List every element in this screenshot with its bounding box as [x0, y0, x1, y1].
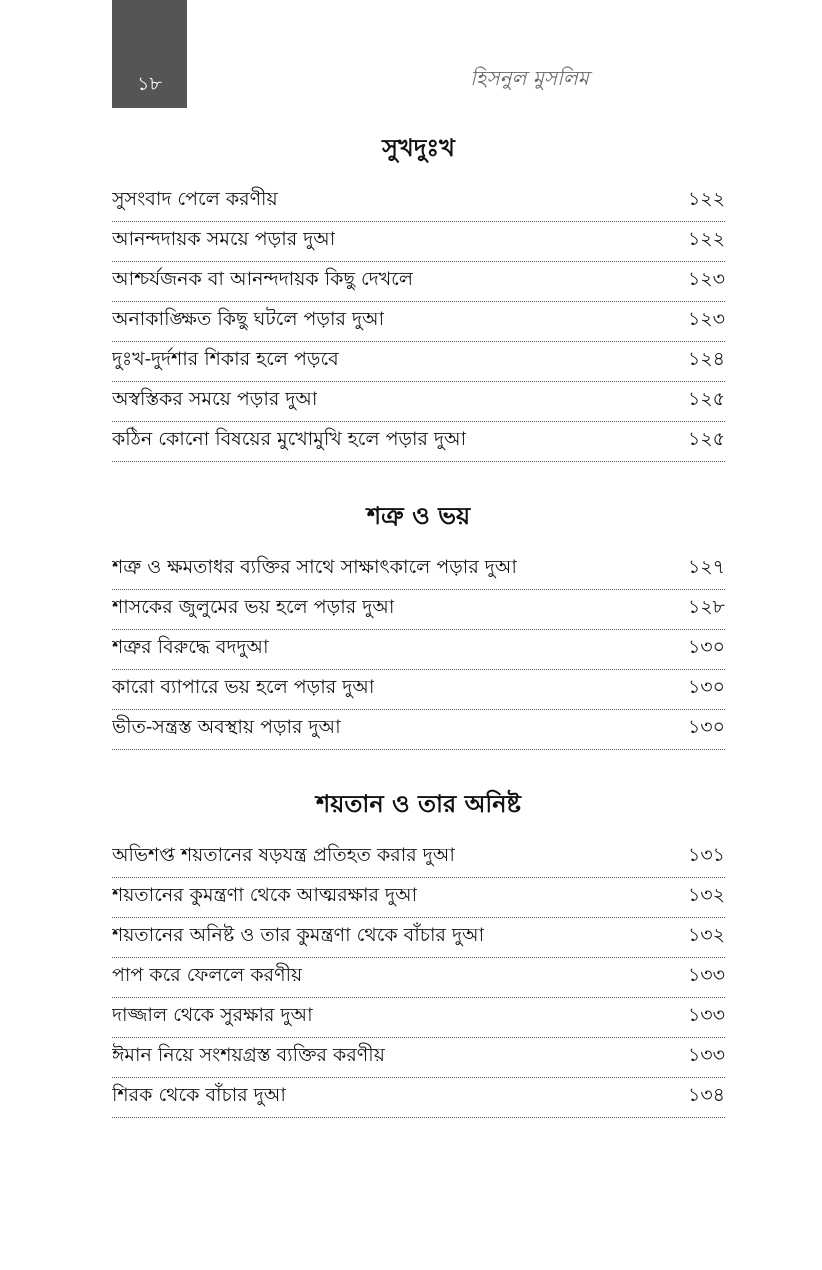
- section-title: শয়তান ও তার অনিষ্ট: [316, 790, 521, 818]
- entry-page-number: ১৩০: [687, 636, 725, 658]
- entry-title: শত্রুর বিরুদ্ধে বদদুআ: [112, 636, 269, 658]
- toc-entry[interactable]: [112, 302, 725, 342]
- entry-title: অভিশপ্ত শয়তানের ষড়যন্ত্র প্রতিহত করার দুআ: [112, 844, 455, 866]
- entry-page-number: ১২৮: [687, 596, 725, 618]
- entry-page-number: ১২৫: [687, 428, 725, 450]
- entry-title: অনাকাঙ্ক্ষিত কিছু ঘটলে পড়ার দুআ: [112, 308, 385, 330]
- entry-title: শয়তানের কুমন্ত্রণা থেকে আত্মরক্ষার দুআ: [112, 884, 418, 906]
- entry-page-number: ১৩১: [687, 844, 725, 866]
- entry-title: শিরক থেকে বাঁচার দুআ: [112, 1084, 286, 1106]
- running-head-title: হিসনুল মুসলিম: [470, 66, 589, 90]
- entry-page-number: ১২৫: [687, 388, 725, 410]
- toc-entry[interactable]: [112, 838, 725, 878]
- toc-entry[interactable]: [112, 222, 725, 262]
- entry-title: আশ্চর্যজনক বা আনন্দদায়ক কিছু দেখলে: [112, 268, 413, 290]
- entry-page-number: ১৩২: [687, 884, 725, 906]
- entry-title: কারো ব্যাপারে ভয় হলে পড়ার দুআ: [112, 676, 375, 698]
- entry-title: পাপ করে ফেললে করণীয়: [112, 964, 303, 986]
- toc-section: [112, 496, 725, 750]
- toc-entry[interactable]: [112, 382, 725, 422]
- toc-entry[interactable]: [112, 1078, 725, 1118]
- toc-entry[interactable]: [112, 182, 725, 222]
- toc-entry[interactable]: [112, 550, 725, 590]
- entry-page-number: ১২৩: [687, 308, 725, 330]
- toc-entry[interactable]: [112, 670, 725, 710]
- entry-title: কঠিন কোনো বিষয়ের মুখোমুখি হলে পড়ার দুআ: [112, 428, 467, 450]
- entry-page-number: ১২৩: [687, 268, 725, 290]
- entry-title: সুসংবাদ পেলে করণীয়: [112, 188, 278, 210]
- toc-section: [112, 128, 725, 462]
- entry-title: অস্বস্তিকর সময়ে পড়ার দুআ: [112, 388, 318, 410]
- entry-title: শয়তানের অনিষ্ট ও তার কুমন্ত্রণা থেকে বাঁচার দুআ: [112, 924, 485, 946]
- entry-page-number: ১২২: [687, 228, 725, 250]
- toc-entry[interactable]: [112, 998, 725, 1038]
- entry-title: ঈমান নিয়ে সংশয়গ্রস্ত ব্যক্তির করণীয়: [112, 1044, 385, 1066]
- section-title: শত্রু ও ভয়: [366, 502, 471, 530]
- entry-page-number: ১৩৩: [687, 964, 725, 986]
- entry-page-number: ১২২: [687, 188, 725, 210]
- section-title: সুখদুঃখ: [382, 134, 455, 162]
- entry-title: আনন্দদায়ক সময়ে পড়ার দুআ: [112, 228, 336, 250]
- entry-page-number: ১৩২: [687, 924, 725, 946]
- entry-title: শাসকের জুলুমের ভয় হলে পড়ার দুআ: [112, 596, 395, 618]
- entry-page-number: ১৩০: [687, 676, 725, 698]
- entry-page-number: ১৩৪: [687, 1084, 725, 1106]
- entry-title: দাজ্জাল থেকে সুরক্ষার দুআ: [112, 1004, 313, 1026]
- entry-page-number: ১৩৩: [687, 1044, 725, 1066]
- toc-entry[interactable]: [112, 422, 725, 462]
- page-number: ১৮: [137, 73, 162, 95]
- toc-entry[interactable]: [112, 262, 725, 302]
- toc-entry[interactable]: [112, 342, 725, 382]
- page-number-tab: [112, 0, 187, 108]
- toc-section: [112, 784, 725, 1118]
- entry-page-number: ১২৪: [687, 348, 725, 370]
- entry-title: শত্রু ও ক্ষমতাধর ব্যক্তির সাথে সাক্ষাৎকালে পড়ার দুআ: [112, 556, 517, 578]
- table-of-contents: [112, 128, 725, 1152]
- toc-entry[interactable]: [112, 590, 725, 630]
- entry-title: ভীত-সন্ত্রস্ত অবস্থায় পড়ার দুআ: [112, 716, 341, 738]
- toc-entry[interactable]: [112, 710, 725, 750]
- entry-page-number: ১২৭: [687, 556, 725, 578]
- toc-entry[interactable]: [112, 958, 725, 998]
- toc-entry[interactable]: [112, 918, 725, 958]
- entry-page-number: ১৩০: [687, 716, 725, 738]
- entry-title: দুঃখ-দুর্দশার শিকার হলে পড়বে: [112, 348, 339, 370]
- toc-entry[interactable]: [112, 1038, 725, 1078]
- entry-page-number: ১৩৩: [687, 1004, 725, 1026]
- toc-entry[interactable]: [112, 630, 725, 670]
- toc-entry[interactable]: [112, 878, 725, 918]
